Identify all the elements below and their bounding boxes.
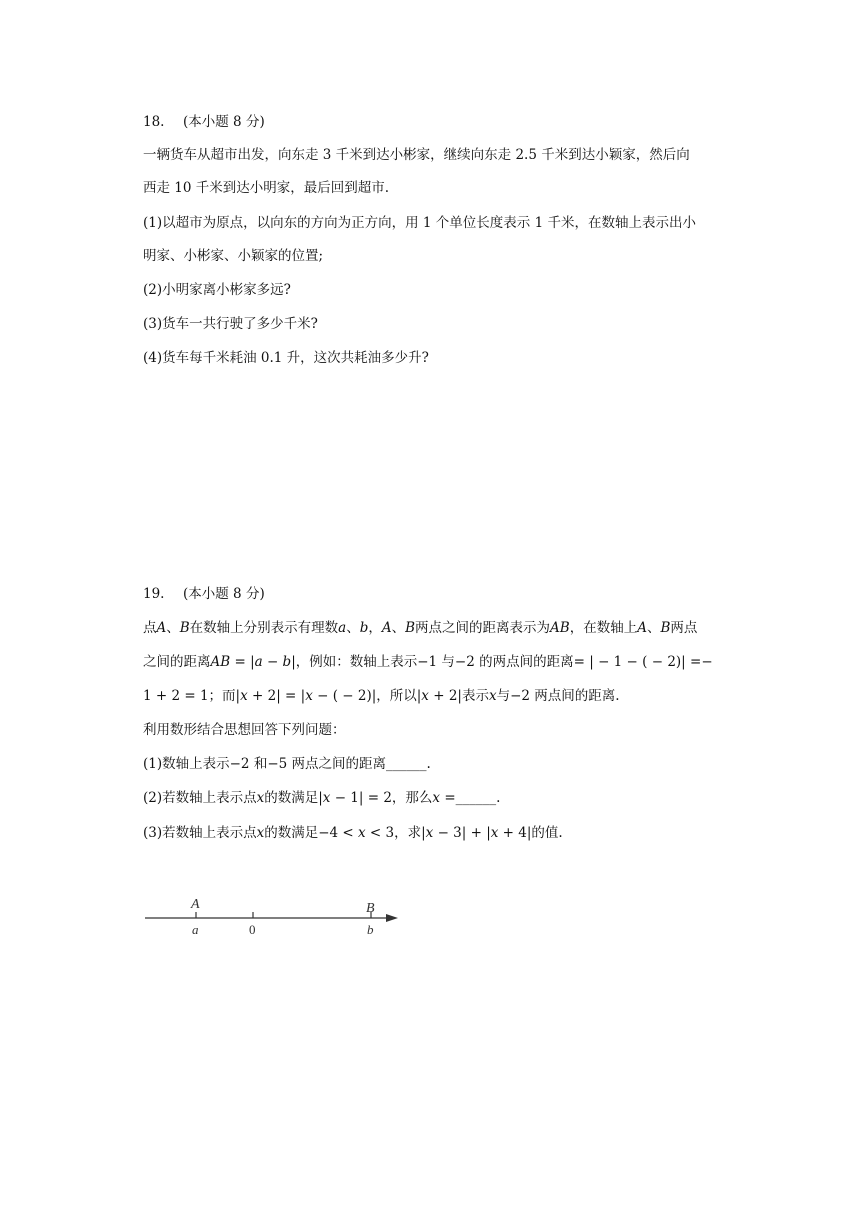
q19-part2: (2)若数轴上表示点𝑥的数满足|𝑥 − 1| = 2，那么𝑥 =______. <box>143 790 501 806</box>
q18-points: (本小题 8 分) <box>183 114 265 130</box>
number-line-arrow <box>386 914 398 922</box>
q19-part1: (1)数轴上表示−2 和−5 两点之间的距离______. <box>143 756 431 772</box>
q19-stem-line2: 之间的距离𝐴𝐵 = |𝑎 − 𝑏|，例如：数轴上表示−1 与−2 的两点间的距离= | − 1 − ( − 2)| =− <box>143 654 713 670</box>
q18-stem-line2: 西走 10 千米到达小明家，最后回到超市. <box>143 180 390 196</box>
tick-a-label: a <box>192 922 199 937</box>
q19-instruction: 利用数形结合思想回答下列问题： <box>143 722 346 738</box>
point-a-label: A <box>191 897 200 912</box>
q19-stem-line1: 点𝐴、𝐵在数轴上分别表示有理数𝑎、𝑏，𝐴、𝐵两点之间的距离表示为𝐴𝐵，在数轴上𝐴、𝐵两点 <box>143 620 698 636</box>
tick-zero-label: 0 <box>249 922 256 937</box>
q18-part1-line2: 明家、小彬家、小颖家的位置; <box>143 248 324 264</box>
q19-part3: (3)若数轴上表示点𝑥的数满足−4 < 𝑥 < 3，求|𝑥 − 3| + |𝑥 + 4|的值. <box>143 825 563 841</box>
number-line-figure <box>140 892 410 942</box>
q18-stem-line1: 一辆货车从超市出发，向东走 3 千米到达小彬家，继续向东走 2.5 千米到达小颖家，然后向 <box>143 147 690 163</box>
q19-header <box>143 584 265 604</box>
q18-part3: (3)货车一共行驶了多少千米? <box>143 316 318 332</box>
q18-part4: (4)货车每千米耗油 0.1 升，这次共耗油多少升? <box>143 350 429 366</box>
q18-header <box>143 112 265 132</box>
q18-part2: (2)小明家离小彬家多远? <box>143 282 291 298</box>
q19-stem-line3: 1 + 2 = 1；而|𝑥 + 2| = |𝑥 − ( − 2)|，所以|𝑥 + 2|表示𝑥与−2 两点间的距离. <box>143 688 620 704</box>
q18-part1-line1: (1)以超市为原点，以向东的方向为正方向，用 1 个单位长度表示 1 千米，在数轴上表示出小 <box>143 215 696 231</box>
point-b-label: B <box>366 901 375 916</box>
q19-number: 19. <box>143 586 165 602</box>
number-line-svg <box>140 892 410 942</box>
q19-points: (本小题 8 分) <box>183 586 265 602</box>
tick-b-label: b <box>367 922 374 937</box>
q18-number: 18. <box>143 114 165 130</box>
